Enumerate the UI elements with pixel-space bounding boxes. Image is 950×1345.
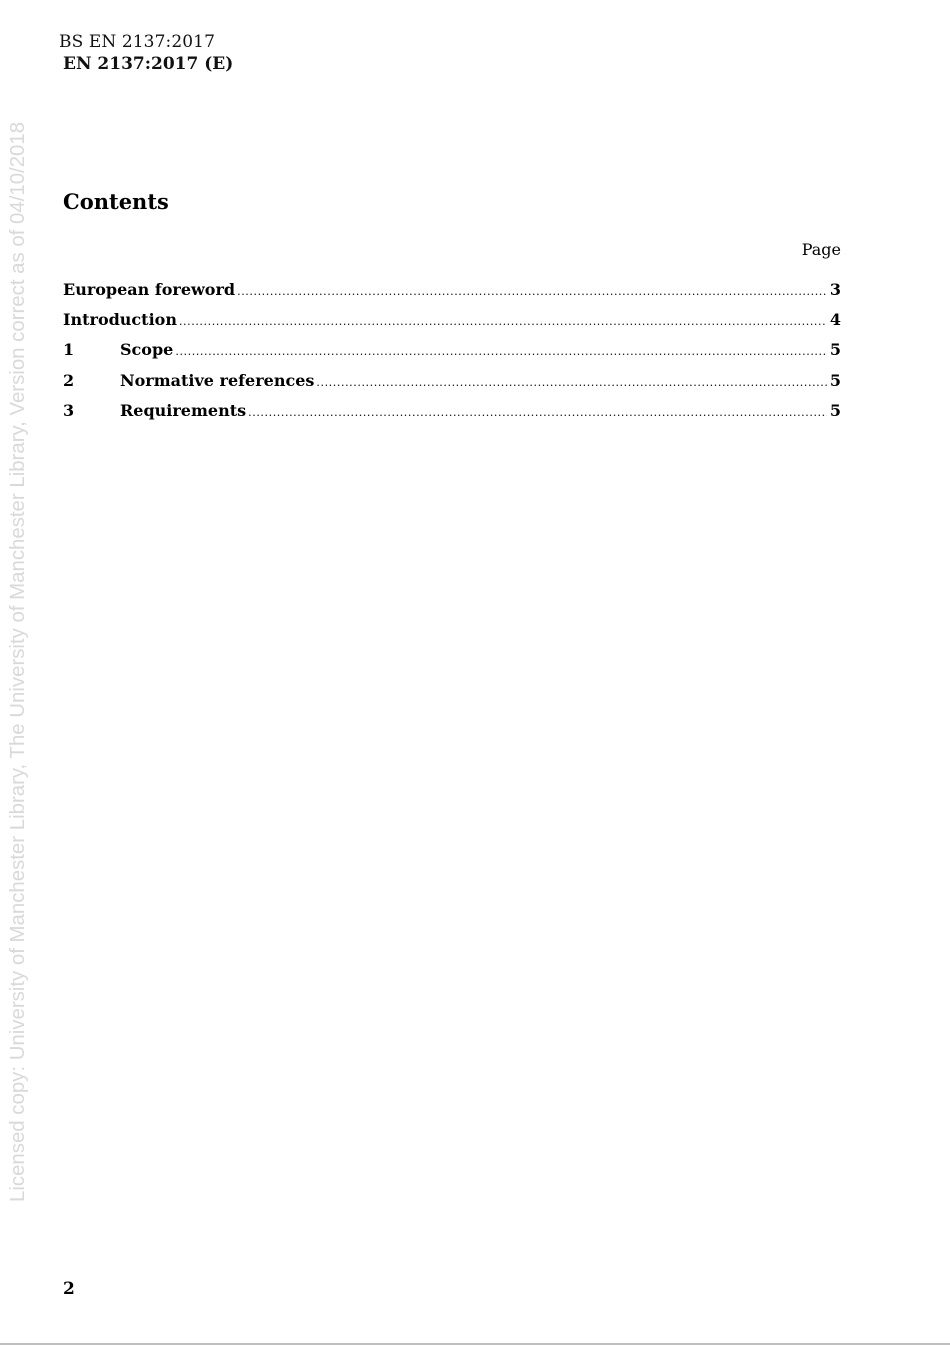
- toc-entry-introduction[interactable]: [63, 310, 841, 340]
- toc-entry-page: 5: [829, 340, 841, 360]
- toc-entry-european-foreword[interactable]: [63, 280, 841, 310]
- toc-entry-scope[interactable]: [63, 340, 841, 370]
- toc-entry-title: Requirements: [120, 400, 247, 420]
- page-number: 2: [63, 1279, 75, 1299]
- toc-entry-normative-references[interactable]: [63, 371, 841, 401]
- toc-entry-page: 5: [829, 370, 841, 390]
- toc-entry-page: 4: [829, 310, 841, 330]
- toc-entry-page: 5: [829, 400, 841, 420]
- page-column-label: Page: [801, 240, 841, 259]
- toc-dot-leader: [179, 315, 827, 328]
- license-watermark: Licensed copy: University of Manchester Library, The University of Manchester Library, Version correct as of 04/10/2018: [7, 121, 29, 1202]
- toc-dot-leader: [175, 345, 827, 358]
- toc-entry-title: Normative references: [120, 370, 315, 390]
- toc-entry-number: 2: [63, 370, 75, 390]
- table-of-contents: [63, 280, 841, 431]
- toc-entry-number: 3: [63, 400, 75, 420]
- toc-entry-title: European foreword: [63, 280, 236, 299]
- document-id-header: BS EN 2137:2017: [59, 32, 215, 52]
- toc-entry-number: 1: [63, 340, 75, 360]
- toc-entry-requirements[interactable]: [63, 401, 841, 431]
- toc-dot-leader: [248, 406, 827, 419]
- toc-entry-page: 3: [829, 280, 841, 299]
- document-language-header: EN 2137:2017 (E): [63, 54, 234, 74]
- contents-heading: Contents: [63, 189, 169, 214]
- toc-dot-leader: [316, 376, 826, 389]
- toc-dot-leader: [237, 285, 827, 298]
- toc-entry-title: Scope: [120, 340, 174, 360]
- toc-entry-title: Introduction: [63, 310, 177, 330]
